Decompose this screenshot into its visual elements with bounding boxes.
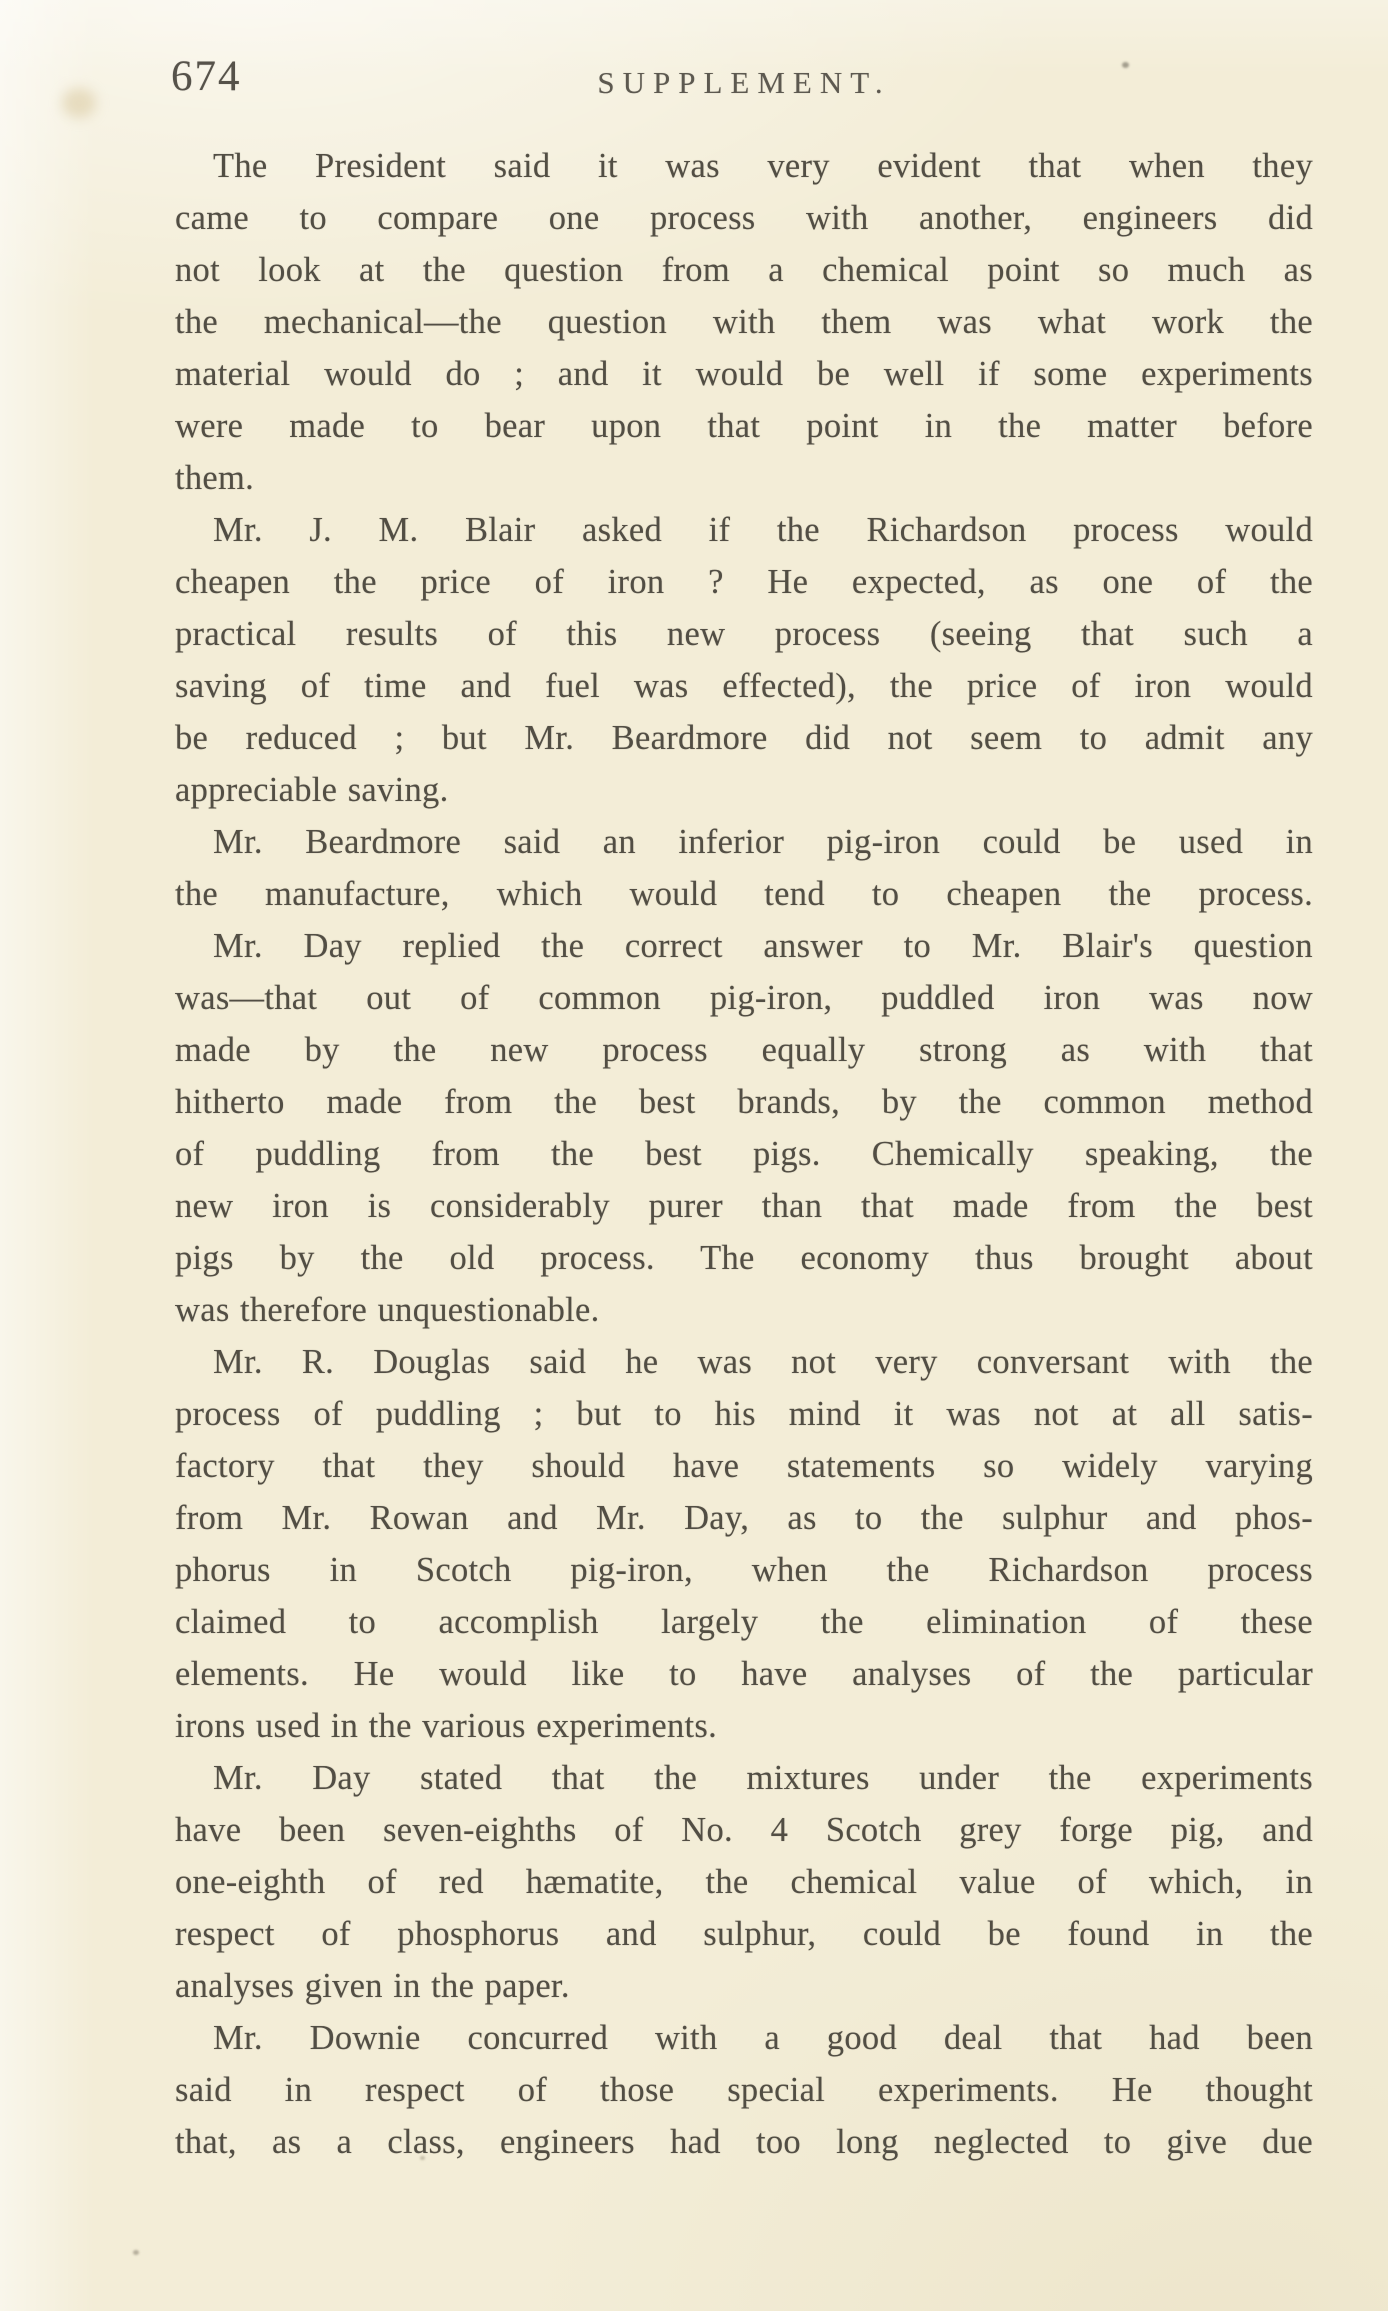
page-content: [171, 53, 1313, 2168]
text-line: practical results of this new process (seeing that such a: [175, 615, 1313, 653]
text-line: respect of phosphorus and sulphur, could be found in the: [175, 1915, 1313, 1953]
text-line: Mr. J. M. Blair asked if the Richardson process would: [213, 511, 1313, 549]
paragraph: [175, 816, 1313, 920]
text-line: have been seven-eighths of No. 4 Scotch grey forge pig, and: [175, 1811, 1313, 1849]
paragraph: [175, 920, 1313, 1336]
text-line: Mr. R. Douglas said he was not very conversant with the: [213, 1343, 1313, 1381]
paper-stain: [62, 88, 96, 118]
running-title: SUPPLEMENT.: [597, 65, 891, 100]
page-number: 674: [171, 53, 242, 100]
text-line: said in respect of those special experiments. He thought: [175, 2071, 1313, 2109]
text-line: was—that out of common pig-iron, puddled iron was now: [175, 979, 1313, 1017]
text-line: material would do ; and it would be well if some experiments: [175, 355, 1313, 393]
text-line: were made to bear upon that point in the matter before: [175, 407, 1313, 445]
text-line: The President said it was very evident that when they: [213, 147, 1313, 185]
text-line: Mr. Beardmore said an inferior pig-iron could be used in: [213, 823, 1313, 861]
text-line: process of puddling ; but to his mind it was not at all satis-: [175, 1395, 1313, 1433]
text-line: analyses given in the paper.: [175, 1967, 570, 2005]
paragraph: [175, 2012, 1313, 2168]
text-line: one-eighth of red hæmatite, the chemical value of which, in: [175, 1863, 1313, 1901]
text-line: Mr. Day stated that the mixtures under the experiments: [213, 1759, 1313, 1797]
text-line: saving of time and fuel was effected), the price of iron would: [175, 667, 1313, 705]
text-line: pigs by the old process. The economy thus brought about: [175, 1239, 1313, 1277]
text-line: phorus in Scotch pig-iron, when the Richardson process: [175, 1551, 1313, 1589]
text-line: was therefore unquestionable.: [175, 1291, 600, 1329]
text-line: cheapen the price of iron ? He expected, as one of the: [175, 563, 1313, 601]
text-line: claimed to accomplish largely the elimination of these: [175, 1603, 1313, 1641]
text-line: Mr. Day replied the correct answer to Mr. Blair's question: [213, 927, 1313, 965]
text-line: made by the new process equally strong as with that: [175, 1031, 1313, 1069]
text-line: be reduced ; but Mr. Beardmore did not seem to admit any: [175, 719, 1313, 757]
paragraph: [175, 140, 1313, 504]
text-line: hitherto made from the best brands, by the common method: [175, 1083, 1313, 1121]
paragraph: [175, 1752, 1313, 2012]
text-line: them.: [175, 459, 255, 497]
text-line: of puddling from the best pigs. Chemically speaking, the: [175, 1135, 1313, 1173]
paragraph: [175, 504, 1313, 816]
text-line: elements. He would like to have analyses of the particular: [175, 1655, 1313, 1693]
text-line: appreciable saving.: [175, 771, 449, 809]
text-line: the manufacture, which would tend to cheapen the process.: [175, 875, 1313, 913]
text-line: came to compare one process with another, engineers did: [175, 199, 1313, 237]
text-line: irons used in the various experiments.: [175, 1707, 718, 1745]
page-body: [175, 140, 1313, 2168]
text-line: new iron is considerably purer than that made from the best: [175, 1187, 1313, 1225]
text-line: factory that they should have statements so widely varying: [175, 1447, 1313, 1485]
text-line: that, as a class, engineers had too long neglected to give due: [175, 2123, 1313, 2161]
text-line: the mechanical—the question with them was what work the: [175, 303, 1313, 341]
paragraph: [175, 1336, 1313, 1752]
page-masthead: [171, 53, 1313, 140]
text-line: Mr. Downie concurred with a good deal that had been: [213, 2019, 1313, 2057]
text-line: from Mr. Rowan and Mr. Day, as to the sulphur and phos-: [175, 1499, 1313, 1537]
text-line: not look at the question from a chemical point so much as: [175, 251, 1313, 289]
paper-speck: [133, 2250, 139, 2255]
